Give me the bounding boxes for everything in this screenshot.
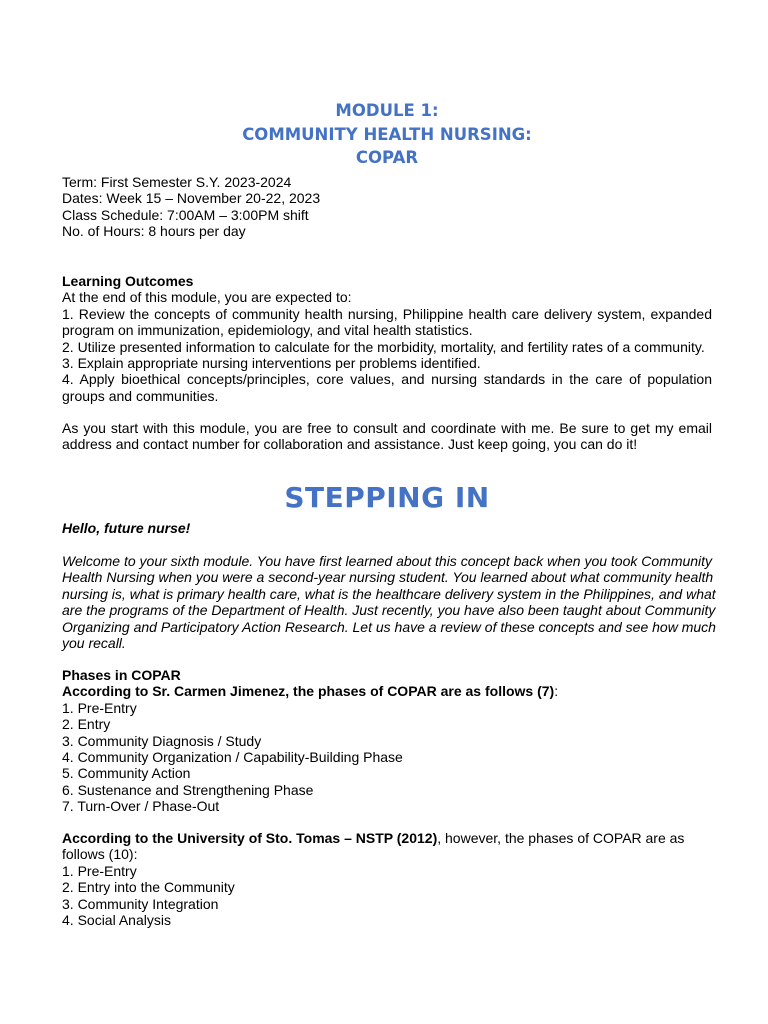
welcome-line: are the programs of the Department of Health. Just recently, you have also been taught about Community <box>62 602 716 619</box>
learning-outcomes-heading: Learning Outcomes <box>62 273 194 289</box>
dates-text: Dates: Week 15 – November 20-22, 2023 <box>62 190 321 207</box>
learning-outcomes <box>62 273 712 404</box>
ust-intro-bold: According to the University of Sto. Tomas – NSTP (2012) <box>62 830 438 846</box>
ust-intro-rest: , however, the phases of COPAR are as <box>437 830 685 846</box>
list-item: 4. Community Organization / Capability-Building Phase <box>62 749 403 766</box>
ust-intro <box>62 830 712 846</box>
greeting: Hello, future nurse! <box>62 520 191 536</box>
module-title-line: MODULE 1: <box>335 101 439 120</box>
hours-text: No. of Hours: 8 hours per day <box>62 223 246 240</box>
jimenez-intro <box>62 683 712 699</box>
list-item: 1. Pre-Entry <box>62 862 137 879</box>
ust-section <box>62 830 712 928</box>
module-title-line: COPAR <box>355 148 419 167</box>
outcome-item: groups and communities. <box>62 387 219 404</box>
welcome-line: Organizing and Participatory Action Research. Let us have a review of these concepts and see how much <box>62 618 716 635</box>
term-text: Term: First Semester S.Y. 2023-2024 <box>62 174 292 190</box>
module-title <box>62 99 712 170</box>
list-item: 4. Social Analysis <box>62 912 171 929</box>
welcome-line: Health Nursing when you were a second-year nursing student. You learned about what community health <box>62 569 714 586</box>
welcome-line: you recall. <box>62 635 126 652</box>
learning-outcomes-intro: At the end of this module, you are expected to: <box>62 289 352 306</box>
list-item: 6. Sustenance and Strengthening Phase <box>62 781 314 798</box>
list-item: 3. Community Integration <box>62 895 219 912</box>
phases-heading: Phases in COPAR <box>62 667 181 683</box>
outcome-item: 1. Review the concepts of community health nursing, Philippine health care delivery system, expanded <box>62 305 712 322</box>
list-item: 1. Pre-Entry <box>62 699 137 716</box>
welcome-paragraph <box>62 553 716 652</box>
module-details <box>62 174 712 240</box>
outcome-item: 4. Apply bioethical concepts/principles, core values, and nursing standards in the care of population <box>62 371 712 388</box>
jimenez-intro-colon: : <box>554 683 559 700</box>
list-item: 3. Community Diagnosis / Study <box>62 732 262 749</box>
welcome-line: Welcome to your sixth module. You have first learned about this concept back when you took Community <box>62 553 713 569</box>
consult-paragraph <box>62 420 712 453</box>
outcome-item: 2. Utilize presented information to calculate for the morbidity, mortality, and fertility rates of a community. <box>62 338 705 355</box>
list-item: 5. Community Action <box>62 765 191 782</box>
jimenez-intro-bold: According to Sr. Carmen Jimenez, the phases of COPAR are as follows (7) <box>62 683 555 700</box>
list-item: 2. Entry <box>62 716 111 733</box>
list-item: 7. Turn-Over / Phase-Out <box>62 798 220 815</box>
list-item: 2. Entry into the Community <box>62 879 235 896</box>
outcome-item: 3. Explain appropriate nursing interventions per problems identified. <box>62 355 481 372</box>
module-title-line: COMMUNITY HEALTH NURSING: <box>242 124 532 144</box>
outcome-item: program on immunization, epidemiology, and vital health statistics. <box>62 322 473 339</box>
consult-line: As you start with this module, you are free to consult and coordinate with me. Be sure to get my email <box>62 420 712 436</box>
ust-intro-line2: follows (10): <box>62 846 138 863</box>
welcome-line: nursing is, what is primary health care, what is the healthcare delivery system in the Philippines, and what <box>62 585 716 602</box>
consult-line: address and contact number for collaboration and assistance. Just keep going, you can do it! <box>62 436 638 453</box>
section-title: STEPPING IN <box>284 481 490 514</box>
schedule-text: Class Schedule: 7:00AM – 3:00PM shift <box>62 206 309 223</box>
phases-section <box>62 667 712 815</box>
